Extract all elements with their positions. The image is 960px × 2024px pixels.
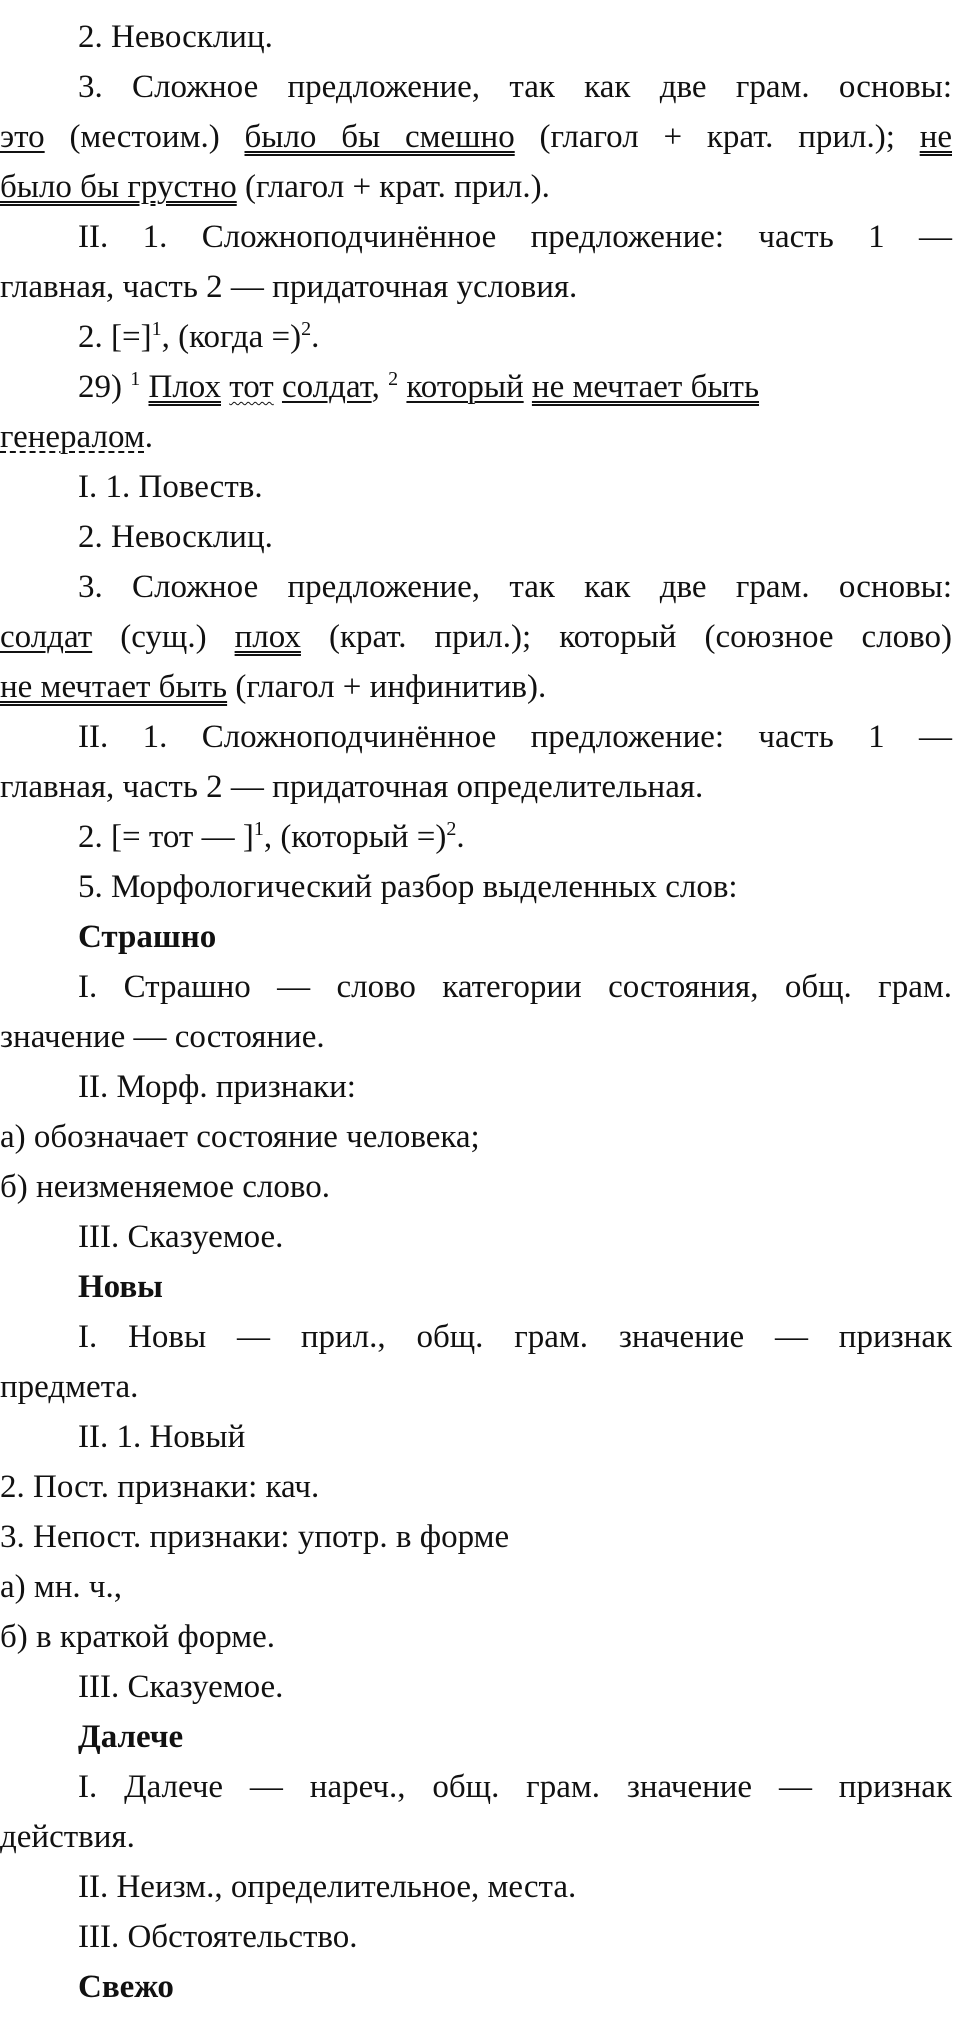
sentence-number: 29) [78, 369, 131, 405]
section-heading [0, 1712, 952, 1762]
line-text: (местоим.) [44, 119, 245, 155]
line-text: 5. Морфологический разбор выделенных слов: [78, 869, 738, 905]
space [274, 369, 282, 405]
superscript: 1 [130, 368, 141, 390]
text-line [0, 312, 952, 362]
text-line [0, 962, 952, 1012]
section-heading [0, 912, 952, 962]
line-text: 3. Сложное предложение, так как две грам. основы: [78, 69, 952, 105]
line-text: III. Сказуемое. [78, 1219, 284, 1255]
line-text: I. Далече — нареч., общ. грам. значение — признак [78, 1769, 952, 1805]
punctuation: . [144, 419, 153, 455]
line-text: (глагол + крат. прил.); [514, 119, 920, 155]
line-text: б) неизменяемое слово. [0, 1169, 330, 1205]
object-underlined: генералом [0, 419, 145, 455]
line-text: I. Новы — прил., общ. грам. значение — признак [78, 1319, 952, 1355]
space [524, 369, 532, 405]
line-text: 2. Пост. признаки: кач. [0, 1469, 320, 1505]
line-text: действия. [0, 1819, 135, 1855]
line-text: 3. Непост. признаки: употр. в форме [0, 1519, 510, 1555]
text-line [0, 712, 952, 762]
scheme-text: 2. [= тот — ] [78, 819, 254, 855]
line-text: II. 1. Сложноподчинённое предложение: часть 1 — [78, 719, 952, 755]
line-text: б) в краткой форме. [0, 1619, 276, 1655]
scheme-text: , (когда =) [161, 319, 302, 355]
text-line [0, 1112, 952, 1162]
section-heading [0, 1262, 952, 1312]
predicate-underlined: не мечтает быть [531, 369, 760, 405]
heading-text: Страшно [78, 919, 217, 955]
heading-text: Далече [78, 1719, 184, 1755]
superscript: 2 [446, 818, 457, 840]
line-text: (глагол + инфинитив). [227, 669, 547, 705]
text-line [0, 512, 952, 562]
line-text: 2. Невосклиц. [78, 519, 273, 555]
line-text: 3. Сложное предложение, так как две грам. основы: [78, 569, 952, 605]
heading-text: Свежо [78, 1969, 174, 2005]
text-line [0, 1162, 952, 1212]
line-text: (крат. прил.); который (союзное слово) [300, 619, 953, 655]
text-line [0, 1312, 952, 1362]
line-text: II. Морф. признаки: [78, 1069, 356, 1105]
line-text: предмета. [0, 1369, 139, 1405]
line-text: главная, часть 2 — придаточная условия. [0, 269, 578, 305]
text-line [0, 762, 952, 812]
space [140, 369, 148, 405]
line-text: III. Сказуемое. [78, 1669, 284, 1705]
text-line [0, 162, 952, 212]
text-line [0, 1062, 952, 1112]
scheme-text: . [456, 819, 465, 855]
line-text: (глагол + крат. прил.). [236, 169, 550, 205]
text-line [0, 1412, 952, 1462]
text-line [0, 1012, 952, 1062]
text-line [0, 662, 952, 712]
line-text: (сущ.) [92, 619, 235, 655]
scheme-text: . [311, 319, 320, 355]
line-text: III. Обстоятельство. [78, 1919, 358, 1955]
text-line [0, 212, 952, 262]
text-line [0, 12, 952, 62]
sentence-line [0, 362, 952, 412]
text-line [0, 112, 952, 162]
line-text: а) мн. ч., [0, 1569, 123, 1605]
heading-text: Новы [78, 1269, 163, 1305]
line-text: значение — состояние. [0, 1019, 325, 1055]
predicate-underlined: было бы грустно [0, 169, 237, 205]
line-text: II. 1. Сложноподчинённое предложение: часть 1 — [78, 219, 952, 255]
scheme-text: , (который =) [263, 819, 447, 855]
subject-underlined: солдат [0, 619, 93, 655]
text-line [0, 1662, 952, 1712]
text-line [0, 562, 952, 612]
line-text: главная, часть 2 — придаточная определительная. [0, 769, 704, 805]
text-line [0, 612, 952, 662]
predicate-underlined: было бы смешно [244, 119, 515, 155]
subject-underlined: солдат [281, 369, 372, 405]
line-text: I. Страшно — слово категории состояния, общ. грам. [78, 969, 952, 1005]
text-line [0, 1562, 952, 1612]
attribute-underlined: тот [229, 369, 274, 405]
text-line [0, 1462, 952, 1512]
text-line [0, 1762, 952, 1812]
text-line [0, 62, 952, 112]
predicate-underlined: не [919, 119, 952, 155]
text-line [0, 412, 952, 462]
text-line [0, 1212, 952, 1262]
text-line [0, 1512, 952, 1562]
superscript: 2 [301, 318, 312, 340]
text-line [0, 1912, 952, 1962]
superscript: 1 [151, 318, 162, 340]
text-line [0, 1812, 952, 1862]
text-line [0, 862, 952, 912]
text-line [0, 262, 952, 312]
text-line [0, 462, 952, 512]
text-line [0, 812, 952, 862]
subject-underlined: который [406, 369, 524, 405]
text-line [0, 1862, 952, 1912]
line-text: 2. Невосклиц. [78, 19, 273, 55]
space [221, 369, 229, 405]
superscript: 2 [388, 368, 399, 390]
predicate-underlined: Плох [148, 369, 221, 405]
line-text: а) обозначает состояние человека; [0, 1119, 480, 1155]
section-heading [0, 1962, 952, 2012]
predicate-underlined: не мечтает быть [0, 669, 228, 705]
line-text: I. 1. Повеств. [78, 469, 263, 505]
punctuation: , [371, 369, 389, 405]
superscript: 1 [253, 818, 264, 840]
predicate-underlined: плох [234, 619, 301, 655]
text-line [0, 1612, 952, 1662]
scheme-text: 2. [=] [78, 319, 152, 355]
subject-underlined: это [0, 119, 45, 155]
line-text: II. Неизм., определительное, места. [78, 1869, 577, 1905]
text-line [0, 1362, 952, 1412]
line-text: II. 1. Новый [78, 1419, 246, 1455]
